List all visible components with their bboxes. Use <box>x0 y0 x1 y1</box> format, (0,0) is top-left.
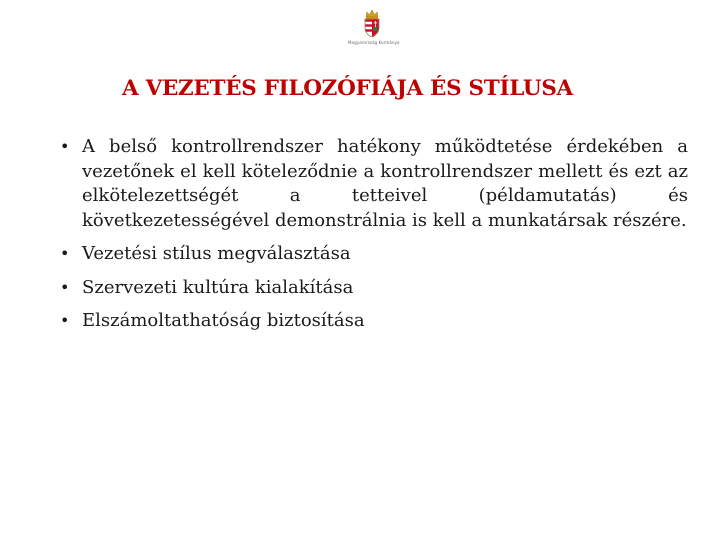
bullet-item <box>60 276 688 301</box>
bullet-list <box>60 135 688 343</box>
coat-of-arms-icon <box>361 8 383 38</box>
bullet-dot-icon: • <box>60 137 70 156</box>
bullet-item <box>60 242 688 267</box>
bullet-dot-icon: • <box>60 244 70 263</box>
bullet-dot-icon: • <box>60 277 70 297</box>
header-logo <box>348 8 400 48</box>
slide-title: A VEZETÉS FILOZÓFIÁJA ÉS STÍLUSA <box>122 76 573 101</box>
bullet-text: A belső kontrollrendszer hatékony működtetése érdekében a vezetőnek el kell köteleződnie a kontrollrendszer mellett és ezt az elkötelezettségét a tetteivel (példamutatás) és következetességével demonstrálnia is kell a munkatársak részére. <box>82 136 688 231</box>
bullet-dot-icon: • <box>60 311 70 330</box>
bullet-text: Vezetési stílus megválasztása <box>82 243 351 264</box>
bullet-item <box>60 309 688 334</box>
bullet-text: Szervezeti kultúra kialakítása <box>82 276 354 298</box>
emblem-caption: Magyarország Kormánya <box>348 40 400 45</box>
bullet-text: Elszámoltathatóság biztosítása <box>82 310 365 331</box>
bullet-item <box>60 135 688 233</box>
